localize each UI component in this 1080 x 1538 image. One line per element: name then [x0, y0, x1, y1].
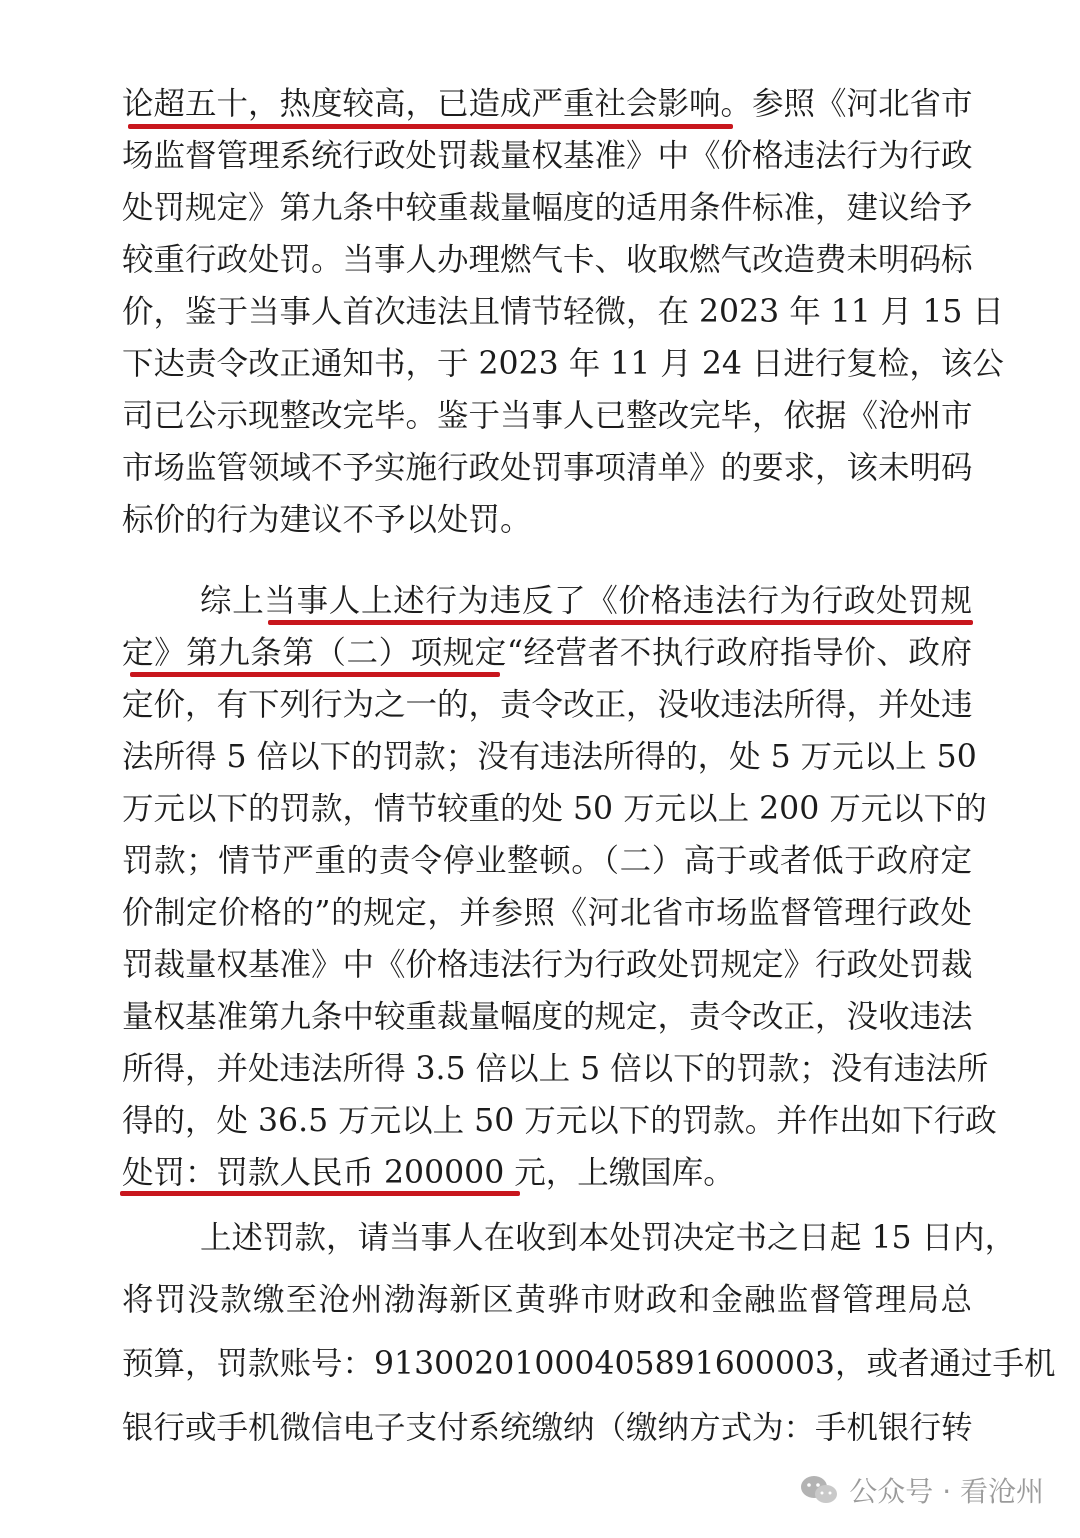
text-line: 处罚：罚款人民币 200000 元，上缴国库。: [122, 1155, 735, 1191]
text-line: 量权基准第九条中较重裁量幅度的规定，责令改正，没收违法: [122, 999, 973, 1035]
text-line: 预算，罚款账号：91300201000405891600003，或者通过手机: [122, 1346, 1056, 1382]
text-line: 银行或手机微信电子支付系统缴纳（缴纳方式为：手机银行转: [122, 1410, 973, 1446]
text-line: 下达责令改正通知书，于 2023 年 11 月 24 日进行复检，该公: [122, 346, 1004, 382]
watermark: [799, 1470, 1044, 1510]
watermark-text: 公众号 · 看沧州: [849, 1475, 1044, 1508]
text-line: 上述罚款，请当事人在收到本处罚决定书之日起 15 日内，: [200, 1220, 1017, 1256]
text-line: 罚款；情节严重的责令停业整顿。（二）高于或者低于政府定: [122, 843, 972, 879]
highlight-underline: [268, 620, 973, 625]
text-line: 价制定价格的”的规定，并参照《河北省市场监督管理行政处: [122, 895, 972, 931]
text-line: 定价，有下列行为之一的，责令改正，没收违法所得，并处违: [122, 687, 973, 723]
text-line: 司已公示现整改完毕。鉴于当事人已整改完毕，依据《沧州市: [122, 398, 973, 434]
text-line: 万元以下的罚款，情节较重的处 50 万元以上 200 万元以下的: [122, 791, 987, 827]
wechat-icon: [799, 1474, 839, 1506]
text-line: 处罚规定》第九条中较重裁量幅度的适用条件标准，建议给予: [122, 190, 973, 226]
highlight-underline: [120, 1191, 520, 1196]
text-line: 法所得 5 倍以下的罚款；没有违法所得的，处 5 万元以上 50: [122, 739, 977, 775]
text-line: 市场监管领域不予实施行政处罚事项清单》的要求，该未明码: [122, 450, 973, 486]
text-line: 较重行政处罚。当事人办理燃气卡、收取燃气改造费未明码标: [122, 242, 973, 278]
text-line: 场监督管理系统行政处罚裁量权基准》中《价格违法行为行政: [122, 138, 973, 174]
text-line: 标价的行为建议不予以处罚。: [122, 502, 532, 538]
text-line: 价，鉴于当事人首次违法且情节轻微，在 2023 年 11 月 15 日: [122, 294, 1004, 330]
text-line: 将罚没款缴至沧州渤海新区黄骅市财政和金融监督管理局总: [122, 1282, 972, 1318]
text-line: 得的，处 36.5 万元以上 50 万元以下的罚款。并作出如下行政: [122, 1103, 997, 1139]
text-line: 论超五十，热度较高，已造成严重社会影响。参照《河北省市: [122, 86, 973, 122]
text-line: 综上当事人上述行为违反了《价格违法行为行政处罚规: [200, 583, 972, 619]
text-line: 罚裁量权基准》中《价格违法行为行政处罚规定》行政处罚裁: [122, 947, 973, 983]
highlight-underline: [130, 672, 500, 677]
text-line: 定》第九条第（二）项规定“经营者不执行政府指导价、政府: [122, 635, 972, 671]
text-line: 所得，并处违法所得 3.5 倍以上 5 倍以下的罚款；没有违法所: [122, 1051, 989, 1087]
highlight-underline: [128, 124, 733, 129]
